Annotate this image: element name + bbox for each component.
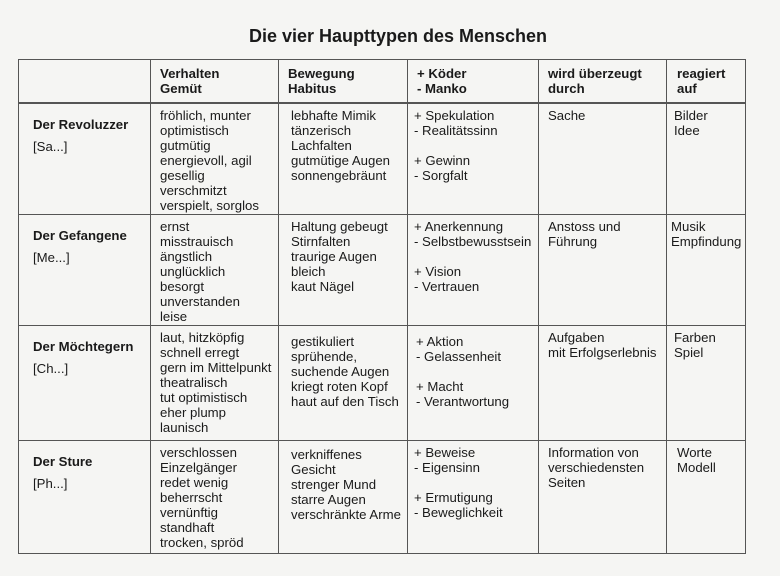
type-code: [Me...] bbox=[33, 250, 70, 265]
type-cell bbox=[19, 215, 151, 326]
header-reagiert: reagiert auf bbox=[667, 60, 746, 104]
header-verhalten: Verhalten Gemüt bbox=[151, 60, 279, 104]
reagiert-cell: Worte Modell bbox=[667, 441, 746, 554]
header-koeder: + Köder - Manko bbox=[408, 60, 539, 104]
reagiert-cell: Farben Spiel bbox=[667, 326, 746, 441]
type-name: Der Möchtegern bbox=[33, 339, 134, 354]
verhalten-cell: ernst misstrauisch ängstlich unglücklich besorgt unverstanden leise bbox=[151, 215, 279, 326]
type-code: [Ph...] bbox=[33, 476, 68, 491]
page-title: Die vier Haupttypen des Menschen bbox=[248, 26, 548, 46]
type-cell bbox=[19, 326, 151, 441]
verhalten-cell: fröhlich, munter optimistisch gutmütig energievoll, agil gesellig verschmitzt verspielt, sorglos bbox=[151, 103, 279, 215]
bewegung-cell: verkniffenes Gesicht strenger Mund starre Augen verschränkte Arme bbox=[279, 441, 408, 554]
type-cell bbox=[19, 103, 151, 215]
type-name: Der Revoluzzer bbox=[33, 117, 129, 132]
verhalten-cell: verschlossen Einzelgänger redet wenig beherrscht vernünftig standhaft trocken, spröd bbox=[151, 441, 279, 554]
type-code: [Ch...] bbox=[33, 361, 69, 376]
type-cell bbox=[19, 441, 151, 554]
ueberzeugt-cell: Aufgaben mit Erfolgserlebnis bbox=[539, 326, 667, 441]
type-code: [Sa...] bbox=[33, 139, 68, 154]
koeder-cell: + Spekulation - Realitätssinn + Gewinn - Sorgfalt bbox=[408, 103, 539, 215]
type-name: Der Sture bbox=[33, 454, 93, 469]
header-ueberzeugt: wird überzeugt durch bbox=[539, 60, 667, 104]
koeder-cell: + Aktion - Gelassenheit + Macht - Verantwortung bbox=[408, 326, 539, 441]
reagiert-cell: Musik Empfindung bbox=[667, 215, 746, 326]
koeder-cell: + Anerkennung - Selbstbewusstsein + Vision - Vertrauen bbox=[408, 215, 539, 326]
koeder-cell: + Beweise - Eigensinn + Ermutigung - Beweglichkeit bbox=[408, 441, 539, 554]
personality-types-table bbox=[18, 59, 746, 554]
bewegung-cell: lebhafte Mimik tänzerisch Lachfalten gutmütige Augen sonnengebräunt bbox=[279, 103, 408, 215]
type-name: Der Gefangene bbox=[33, 228, 127, 243]
table-row bbox=[19, 441, 746, 554]
table-row bbox=[19, 326, 746, 441]
table-row bbox=[19, 103, 746, 215]
reagiert-cell: Bilder Idee bbox=[667, 103, 746, 215]
ueberzeugt-cell: Sache bbox=[539, 103, 667, 215]
table-row bbox=[19, 215, 746, 326]
ueberzeugt-cell: Information von verschiedensten Seiten bbox=[539, 441, 667, 554]
table-header-row bbox=[19, 60, 746, 104]
verhalten-cell: laut, hitzköpfig schnell erregt gern im Mittelpunkt theatralisch tut optimistisch eher plump launisch bbox=[151, 326, 279, 441]
bewegung-cell: gestikuliert sprühende, suchende Augen kriegt roten Kopf haut auf den Tisch bbox=[279, 326, 408, 441]
header-empty bbox=[19, 60, 151, 104]
bewegung-cell: Haltung gebeugt Stirnfalten traurige Augen bleich kaut Nägel bbox=[279, 215, 408, 326]
header-bewegung: Bewegung Habitus bbox=[279, 60, 408, 104]
ueberzeugt-cell: Anstoss und Führung bbox=[539, 215, 667, 326]
